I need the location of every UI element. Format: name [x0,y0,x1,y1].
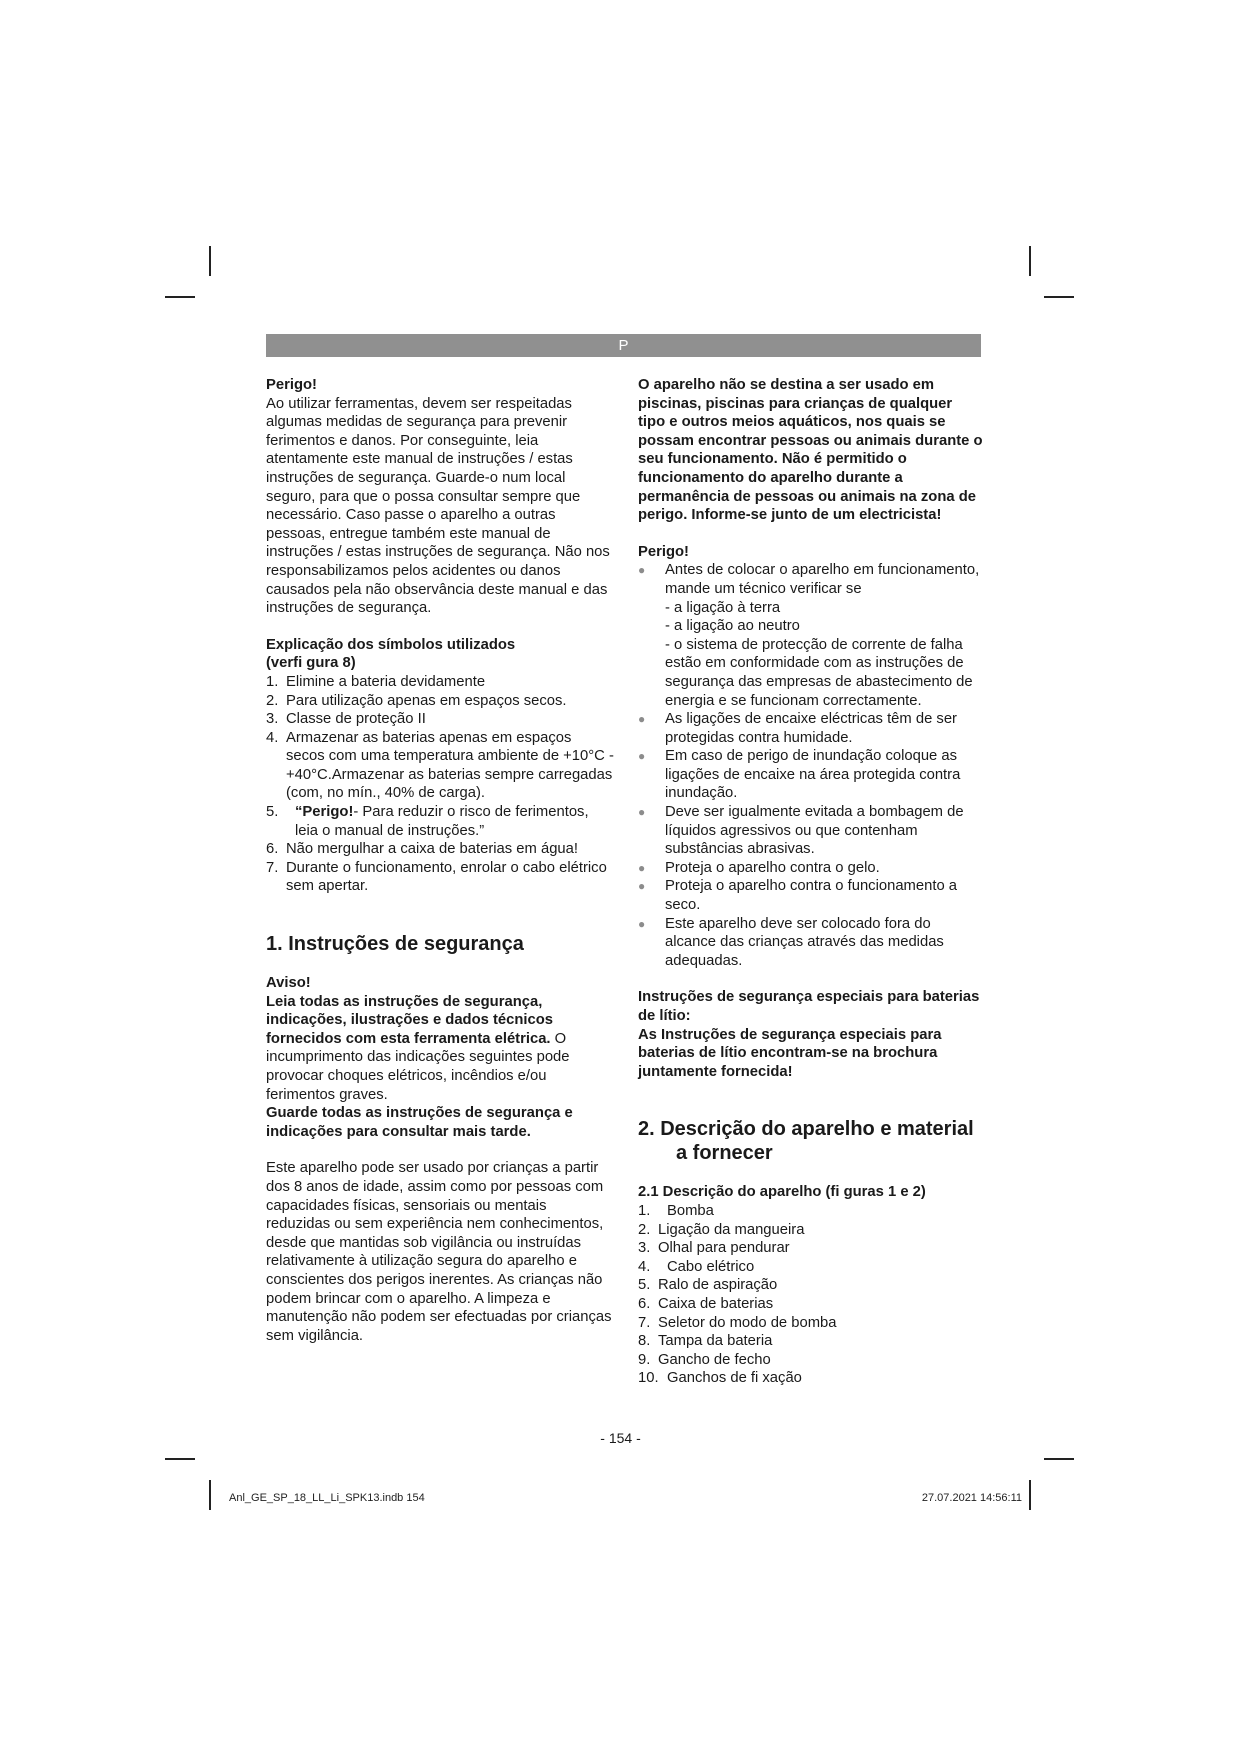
perigo-heading: Perigo! [266,377,317,393]
list-item: 3. Olhal para pendurar [638,1240,790,1257]
aviso-heading: Aviso! [266,975,311,992]
sub-item: - o sistema de protecção de corrente de falha estão em conformidade com as instruções de segurança das empresas de abastecimento de energia e se funcionam correctamente. [665,636,973,709]
crop-mark-bottom-right-v [1029,1480,1031,1510]
list-item: 3. Classe de proteção II [266,711,426,728]
list-item: 4. Armazenar as baterias apenas em espaços secos com uma temperatura ambiente de +10°C - +40°C.Armazenar as baterias sempre carregadas (com, no mín., 40% de carga). [266,729,614,802]
list-item: 6. Caixa de baterias [638,1295,774,1312]
perigo-paragraph: Ao utilizar ferramentas, devem ser respeitadas algumas medidas de segurança para prevenir ferimentos e danos. Por conseguinte, leia atentamente este manual de instruções / estas instruções de segurança. Guarde-o num local seguro, para que o possa consultar sempre que necessário. Caso passe o aparelho a outras pessoas, entregue também este manual de instruções / estas instruções de segurança. Não nos responsabilizamos pelos acidentes ou danos causados pela não observância deste manual e das instruções de segurança. [266,395,610,617]
footer-timestamp: 27.07.2021 14:56:11 [921,1492,1022,1504]
bullet-icon: ● [638,805,646,820]
list-item: 10. Ganchos de fi xação [638,1370,802,1387]
list-item: 6. Não mergulhar a caixa de baterias em água! [266,841,578,858]
crop-mark-bottom-left-v [209,1480,211,1510]
list-item: ● Proteja o aparelho contra o gelo. [638,859,880,876]
sub-item: - a ligação ao neutro [665,618,800,635]
children-paragraph: Este aparelho pode ser usado por crianças a partir dos 8 anos de idade, assim como por pessoas com capacidades físicas, sensoriais ou mentais reduzidas ou sem experiência nem conhecimentos, desde que mantidas sob vigilância ou instruídas relativamente à utilização segura do aparelho e conscientes dos perigos inerentes. As crianças não podem brincar com o aparelho. A limpeza e manutenção não podem ser efectuadas por crianças sem vigilância. [266,1160,612,1344]
list-item: 8. Tampa da bateria [638,1333,773,1350]
bullet-icon: ● [638,860,646,875]
list-item: ● Proteja o aparelho contra o funcionamento a seco. [638,878,958,914]
list-item: ● Este aparelho deve ser colocado fora do alcance das crianças através das medidas adequadas. [638,915,944,969]
list-item: 1. Bomba [638,1202,714,1219]
left-column [266,376,614,1345]
list-item: 7. Seletor do modo de bomba [638,1314,837,1331]
crop-mark-top-left-h [165,296,195,298]
sub-item: - a ligação à terra [665,599,781,616]
language-header-bar [266,334,981,357]
lithium-heading: Instruções de segurança especiais para baterias de lítio: [638,989,980,1024]
crop-mark-bottom-right-h [1044,1458,1074,1460]
list-item: 2. Para utilização apenas em espaços secos. [266,692,567,709]
bullet-icon: ● [638,879,646,894]
section-2-title: 2. Descrição do aparelho e material a fornecer [638,1118,974,1165]
pool-warning: O aparelho não se destina a ser usado em piscinas, piscinas para crianças de qualquer tipo e outros meios aquáticos, nos quais se possam encontrar pessoas ou animais durante o seu funcionamento. Não é permitido o funcionamento do aparelho durante a permanência de pessoas ou animais na zona de perigo. Informe-se junto de um electricista! [638,377,983,524]
list-item: ● Em caso de perigo de inundação coloque as ligações de encaixe na área protegida contra inundação. [638,748,961,802]
right-column [638,376,983,1388]
list-item: ● Antes de colocar o aparelho em funcionamento, mande um técnico verificar se [638,562,980,597]
guarde-paragraph: Guarde todas as instruções de segurança e indicações para consultar mais tarde. [266,1105,573,1140]
symbols-subheading: (verfi gura 8) [266,655,356,672]
list-item: ● As ligações de encaixe eléctricas têm de ser protegidas contra humidade. [638,711,957,746]
list-item: 5. “Perigo!- Para reduzir o risco de ferimentos, leia o manual de instruções.” [266,804,589,839]
lithium-paragraph: As Instruções de segurança especiais para baterias de lítio encontram-se na brochura juntamente fornecida! [638,1026,942,1080]
list-item: 4. Cabo elétrico [638,1258,755,1275]
symbols-list [266,673,614,896]
perigo-heading-right: Perigo! [638,543,689,560]
page-number: - 154 - [600,1430,641,1446]
crop-mark-top-left-v [209,246,211,276]
list-item: 5. Ralo de aspiração [638,1277,778,1294]
section-2-1-title: 2.1 Descrição do aparelho (fi guras 1 e 2) [638,1184,926,1201]
list-item: 7. Durante o funcionamento, enrolar o cabo elétrico sem apertar. [266,859,607,895]
list-item: ● Deve ser igualmente evitada a bombagem de líquidos agressivos ou que contenham substâncias abrasivas. [638,804,964,858]
bullet-icon: ● [638,712,646,727]
parts-list [638,1202,983,1388]
list-item: 9. Gancho de fecho [638,1351,771,1368]
bullet-icon: ● [638,563,646,578]
list-item: 2. Ligação da mangueira [638,1221,805,1238]
symbols-heading: Explicação dos símbolos utilizados [266,636,516,653]
footer-filename: Anl_GE_SP_18_LL_Li_SPK13.indb 154 [229,1492,425,1504]
aviso-paragraph: Leia todas as instruções de segurança, indicações, ilustrações e dados técnicos fornecidos com esta ferramenta elétrica. O incumprimento das indicações seguintes pode provocar choques elétricos, incêndios e/ou ferimentos graves. [266,993,570,1103]
crop-mark-top-right-h [1044,296,1074,298]
perigo-inline: “Perigo! [295,804,354,821]
list-item: 1. Elimine a bateria devidamente [266,673,486,690]
language-label: P [618,337,629,354]
section-1-title: 1. Instruções de segurança [266,933,524,956]
crop-mark-bottom-left-h [165,1458,195,1460]
bullet-icon: ● [638,916,646,931]
crop-mark-top-right-v [1029,246,1031,276]
bullet-icon: ● [638,749,646,764]
